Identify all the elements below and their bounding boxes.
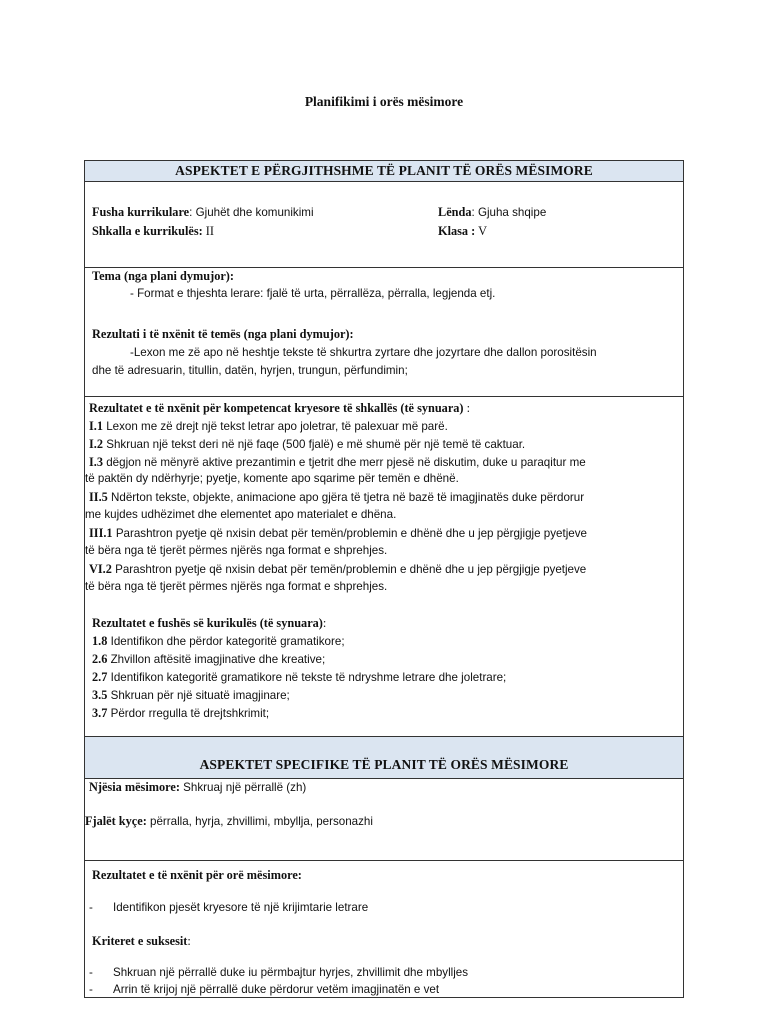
competence-item: [89, 561, 586, 578]
field-outcome-text: Identifikon dhe përdor kategoritë gramatikore;: [107, 635, 345, 648]
field-outcome-code: 2.7: [92, 670, 108, 684]
field-outcome-text: Shkruan për një situatë imagjinare;: [107, 689, 290, 702]
competence-text: Parashtron pyetje që nxisin debat për temën/problemin e dhënë dhe u jep përgjigje pyetjeve: [111, 563, 587, 576]
document-title: Planifikimi i orës mësimore: [304, 94, 464, 109]
field-outcome-text: Identifikon kategoritë gramatikore në tekste të ndryshme letrare dhe joletrare;: [107, 671, 507, 684]
curriculum-level-label: Shkalla e kurrikulës:: [92, 224, 203, 238]
field-outcome-item: [92, 669, 506, 686]
lesson-outcomes-row: [85, 861, 683, 997]
curriculum-field: [92, 204, 314, 221]
success-criteria-bullet: -: [89, 966, 93, 979]
field-outcomes-label-suffix: :: [322, 616, 327, 630]
competence-item: [89, 489, 584, 506]
field-outcome-code: 3.5: [92, 688, 108, 702]
competence-item: [89, 418, 448, 435]
competence-code: I.1: [89, 419, 104, 433]
competence-text: Parashtron pyetje që nxisin debat për temën/problemin e dhënë dhe u jep përgjigje pyetjeve: [112, 527, 587, 540]
grade-label: Klasa :: [438, 224, 476, 238]
competences-label-suffix: :: [463, 401, 471, 415]
general-aspects-header: ASPEKTET E PËRGJITHSHME TË PLANIT TË ORËS MËSIMORE: [175, 163, 593, 178]
field-outcome-item: [92, 705, 269, 722]
curriculum-level: [92, 223, 214, 239]
grade: [438, 223, 487, 239]
competence-code: VI.2: [89, 562, 112, 576]
subject: [438, 204, 546, 221]
success-criteria-item: Arrin të krijoj një përrallë duke përdorur vetëm imagjinatën e vet: [113, 983, 440, 996]
field-outcome-item: [92, 651, 325, 668]
competence-code: II.5: [89, 490, 108, 504]
theme-label: Tema (nga plani dymujor):: [92, 269, 234, 283]
lesson-unit-row: [85, 779, 683, 861]
field-outcome-item: [92, 633, 345, 650]
lesson-unit-value: Shkruaj një përrallë (zh): [179, 781, 307, 794]
success-criteria-label-text: Kriteret e suksesit: [92, 934, 188, 948]
field-outcome-text: Zhvillon aftësitë imagjinative dhe kreative;: [107, 653, 326, 666]
competences-row: [85, 397, 683, 737]
field-outcome-code: 3.7: [92, 706, 108, 720]
success-criteria-item: Shkruan një përrallë duke iu përmbajtur hyrjes, zhvillimit dhe mbylljes: [113, 966, 469, 979]
curriculum-field-value: : Gjuhët dhe komunikimi: [189, 206, 314, 219]
theme-item: - Format e thjeshta lerare: fjalë të urta, përrallëza, përralla, legjenda etj.: [130, 287, 496, 300]
competence-item-continuation: të bëra nga të tjerët përmes njërës nga format e shprehjes.: [85, 544, 388, 557]
subject-label: Lënda: [438, 205, 472, 219]
competences-label-text: Rezultatet e të nxënit për kompetencat kryesore të shkallës (të synuara): [89, 401, 464, 415]
field-outcome-item: [92, 687, 290, 704]
general-aspects-header-row: [85, 161, 683, 182]
competence-item: [89, 454, 586, 471]
competence-item-continuation: të paktën dy ndërhyrje; pyetje, komente apo sqarime për temën e dhënë.: [85, 472, 459, 485]
competence-code: I.3: [89, 455, 104, 469]
field-outcome-code: 2.6: [92, 652, 108, 666]
curriculum-field-label: Fusha kurrikulare: [92, 205, 190, 219]
field-outcome-text: Përdor rregulla të drejtshkrimit;: [107, 707, 270, 720]
competences-label: [89, 400, 470, 416]
field-outcome-code: 1.8: [92, 634, 108, 648]
subject-value: : Gjuha shqipe: [471, 206, 547, 219]
lesson-unit: [89, 779, 306, 796]
theme-outcome-label: Rezultati i të nxënit të temës (nga plani dymujor):: [92, 327, 354, 341]
curriculum-info-row: [85, 182, 683, 268]
curriculum-level-value: II: [202, 224, 214, 238]
success-criteria-bullet: -: [89, 983, 93, 996]
lesson-outcome-bullet: -: [89, 901, 93, 914]
competence-item-continuation: me kujdes udhëzimet dhe elementet apo materialet e dhëna.: [85, 508, 397, 521]
field-outcomes-label-text: Rezultatet e fushës së kurikulës (të synuara): [92, 616, 323, 630]
competence-code: III.1: [89, 526, 113, 540]
keywords: [85, 813, 373, 830]
success-criteria-label: [92, 933, 191, 949]
theme-outcome-line-2: dhe të adresuarin, titullin, datën, hyrjen, trungun, përfundimin;: [92, 364, 408, 377]
competence-item-continuation: të bëra nga të tjerët përmes njërës nga format e shprehjes.: [85, 580, 388, 593]
lesson-outcome-item: Identifikon pjesët kryesore të një krijimtarie letrare: [113, 901, 369, 914]
theme-outcome-line-1: -Lexon me zë apo në heshtje tekste të shkurtra zyrtare dhe jozyrtare dhe dallon porositësin: [130, 346, 597, 359]
field-outcomes-label: [92, 615, 326, 631]
grade-value: V: [475, 224, 487, 238]
keywords-value: përralla, hyrja, zhvillimi, mbyllja, personazhi: [146, 815, 373, 828]
competence-text: Ndërton tekste, objekte, animacione apo gjëra të tjetra në bazë të imagjinatës duke përdorur: [107, 491, 585, 504]
competence-item: [89, 525, 587, 542]
specific-aspects-header-row: [85, 737, 683, 779]
competence-item: [89, 436, 525, 453]
lesson-outcomes-label: Rezultatet e të nxënit për orë mësimore:: [92, 868, 302, 882]
success-criteria-label-suffix: :: [187, 934, 191, 948]
competence-text: dëgjon në mënyrë aktive prezantimin e tjetrit dhe merr pjesë në diskutim, duke u paraqitur me: [103, 456, 586, 469]
lesson-unit-label: Njësia mësimore:: [89, 780, 180, 794]
lesson-plan-table: [84, 160, 684, 998]
specific-aspects-header: ASPEKTET SPECIFIKE TË PLANIT TË ORËS MËSIMORE: [199, 757, 569, 772]
keywords-label: Fjalët kyçe:: [85, 814, 147, 828]
theme-row: [85, 268, 683, 397]
competence-text: Shkruan një tekst deri në një faqe (500 fjalë) e më shumë për një temë të caktuar.: [103, 438, 526, 451]
competence-code: I.2: [89, 437, 104, 451]
competence-text: Lexon me zë drejt një tekst letrar apo joletrar, të palexuar më parë.: [103, 420, 448, 433]
